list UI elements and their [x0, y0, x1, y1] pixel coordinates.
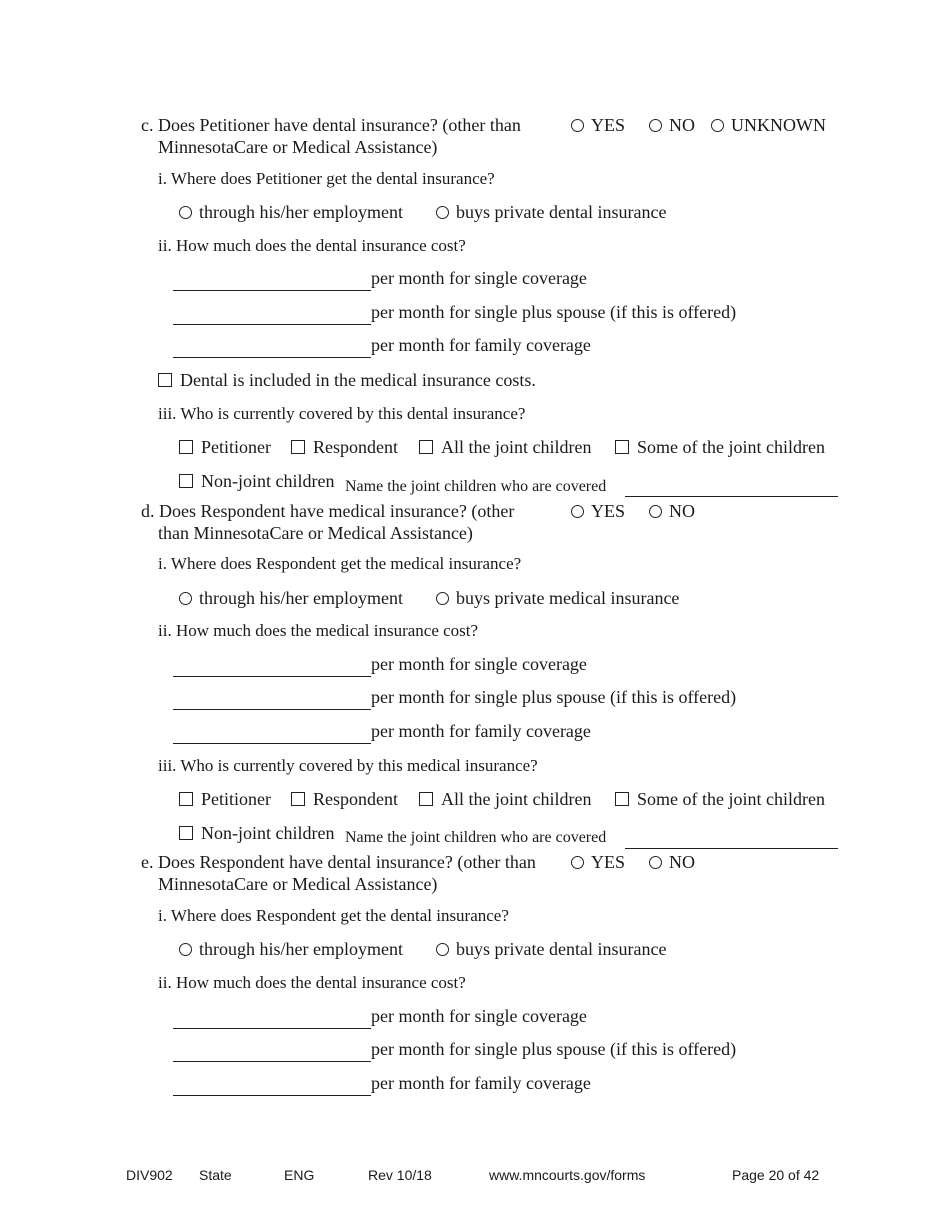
- c-no-radio[interactable]: NO: [649, 115, 695, 135]
- c-yes-radio[interactable]: YES: [571, 115, 625, 135]
- c-spouse-cost-field[interactable]: [173, 324, 371, 325]
- e-spouse-cost-field[interactable]: [173, 1061, 371, 1062]
- checkbox-icon: [291, 440, 305, 454]
- c-family-cost-label: per month for family coverage: [371, 335, 591, 355]
- e-spouse-cost-label: per month for single plus spouse (if this is offered): [371, 1039, 737, 1059]
- e-yes-radio[interactable]: YES: [571, 852, 625, 872]
- c-single-cost-label: per month for single coverage: [371, 268, 587, 288]
- d-name-children-field[interactable]: [625, 848, 838, 849]
- c-name-children-label: Name the joint children who are covered: [345, 478, 607, 495]
- radio-icon: [571, 856, 584, 869]
- checkbox-icon: [179, 826, 193, 840]
- d-cov-respondent-checkbox[interactable]: Respondent: [291, 789, 398, 809]
- e-where-question: i. Where does Respondent get the dental insurance?: [158, 906, 509, 925]
- question-d-line1: d. Does Respondent have medical insurance? (other: [141, 501, 515, 521]
- c-spouse-cost-label: per month for single plus spouse (if this is offered): [371, 302, 737, 322]
- e-single-cost-field[interactable]: [173, 1028, 371, 1029]
- c-cov-nonjoint-checkbox[interactable]: Non-joint children: [179, 471, 334, 491]
- footer-jurisdiction: State: [199, 1167, 232, 1183]
- d-spouse-cost-label: per month for single plus spouse (if this is offered): [371, 687, 737, 707]
- radio-icon: [571, 505, 584, 518]
- radio-icon: [649, 119, 662, 132]
- c-cov-some-checkbox[interactable]: Some of the joint children: [615, 437, 825, 457]
- checkbox-icon: [179, 440, 193, 454]
- radio-icon: [649, 505, 662, 518]
- checkbox-icon: [615, 792, 629, 806]
- radio-icon: [711, 119, 724, 132]
- radio-icon: [179, 943, 192, 956]
- checkbox-icon: [419, 440, 433, 454]
- d-family-cost-field[interactable]: [173, 743, 371, 744]
- c-covered-question: iii. Who is currently covered by this dental insurance?: [158, 404, 526, 423]
- e-cost-question: ii. How much does the dental insurance cost?: [158, 973, 466, 992]
- d-cov-petitioner-checkbox[interactable]: Petitioner: [179, 789, 271, 809]
- d-private-radio[interactable]: buys private medical insurance: [436, 588, 679, 608]
- d-cov-nonjoint-checkbox[interactable]: Non-joint children: [179, 823, 334, 843]
- c-cost-question: ii. How much does the dental insurance cost?: [158, 236, 466, 255]
- d-covered-question: iii. Who is currently covered by this medical insurance?: [158, 756, 538, 775]
- radio-icon: [436, 592, 449, 605]
- d-family-cost-label: per month for family coverage: [371, 721, 591, 741]
- footer-form-id: DIV902: [126, 1167, 173, 1183]
- radio-icon: [571, 119, 584, 132]
- c-employment-radio[interactable]: through his/her employment: [179, 202, 403, 222]
- e-employment-radio[interactable]: through his/her employment: [179, 939, 403, 959]
- checkbox-icon: [179, 792, 193, 806]
- checkbox-icon: [158, 373, 172, 387]
- question-c-line1: c. Does Petitioner have dental insurance? (other than: [141, 115, 521, 135]
- checkbox-icon: [291, 792, 305, 806]
- c-cov-all-checkbox[interactable]: All the joint children: [419, 437, 591, 457]
- checkbox-icon: [615, 440, 629, 454]
- question-e-line1: e. Does Respondent have dental insurance? (other than: [141, 852, 536, 872]
- e-no-radio[interactable]: NO: [649, 852, 695, 872]
- d-employment-radio[interactable]: through his/her employment: [179, 588, 403, 608]
- radio-icon: [436, 943, 449, 956]
- d-single-cost-field[interactable]: [173, 676, 371, 677]
- footer-page-number: Page 20 of 42: [732, 1167, 820, 1183]
- radio-icon: [179, 592, 192, 605]
- footer-language: ENG: [284, 1167, 315, 1183]
- c-family-cost-field[interactable]: [173, 357, 371, 358]
- e-family-cost-field[interactable]: [173, 1095, 371, 1096]
- d-spouse-cost-field[interactable]: [173, 709, 371, 710]
- question-d-line2: than MinnesotaCare or Medical Assistance): [158, 523, 473, 543]
- d-no-radio[interactable]: NO: [649, 501, 695, 521]
- footer-revision: Rev 10/18: [368, 1167, 432, 1183]
- d-yes-radio[interactable]: YES: [571, 501, 625, 521]
- c-unknown-radio[interactable]: UNKNOWN: [711, 115, 826, 135]
- radio-icon: [179, 206, 192, 219]
- question-c-line2: MinnesotaCare or Medical Assistance): [158, 137, 438, 157]
- c-cov-petitioner-checkbox[interactable]: Petitioner: [179, 437, 271, 457]
- e-private-radio[interactable]: buys private dental insurance: [436, 939, 666, 959]
- c-cov-respondent-checkbox[interactable]: Respondent: [291, 437, 398, 457]
- d-cov-some-checkbox[interactable]: Some of the joint children: [615, 789, 825, 809]
- e-single-cost-label: per month for single coverage: [371, 1006, 587, 1026]
- checkbox-icon: [179, 474, 193, 488]
- c-private-radio[interactable]: buys private dental insurance: [436, 202, 666, 222]
- d-name-children-label: Name the joint children who are covered: [345, 829, 607, 846]
- footer-website: www.mncourts.gov/forms: [489, 1167, 646, 1183]
- d-single-cost-label: per month for single coverage: [371, 654, 587, 674]
- c-single-cost-field[interactable]: [173, 290, 371, 291]
- d-cost-question: ii. How much does the medical insurance cost?: [158, 621, 479, 640]
- d-where-question: i. Where does Respondent get the medical insurance?: [158, 554, 522, 573]
- checkbox-icon: [419, 792, 433, 806]
- c-name-children-field[interactable]: [625, 496, 838, 497]
- c-dental-included-checkbox[interactable]: Dental is included in the medical insurance costs.: [158, 370, 536, 390]
- radio-icon: [649, 856, 662, 869]
- d-cov-all-checkbox[interactable]: All the joint children: [419, 789, 591, 809]
- question-e-line2: MinnesotaCare or Medical Assistance): [158, 874, 438, 894]
- c-where-question: i. Where does Petitioner get the dental insurance?: [158, 169, 495, 188]
- e-family-cost-label: per month for family coverage: [371, 1073, 591, 1093]
- radio-icon: [436, 206, 449, 219]
